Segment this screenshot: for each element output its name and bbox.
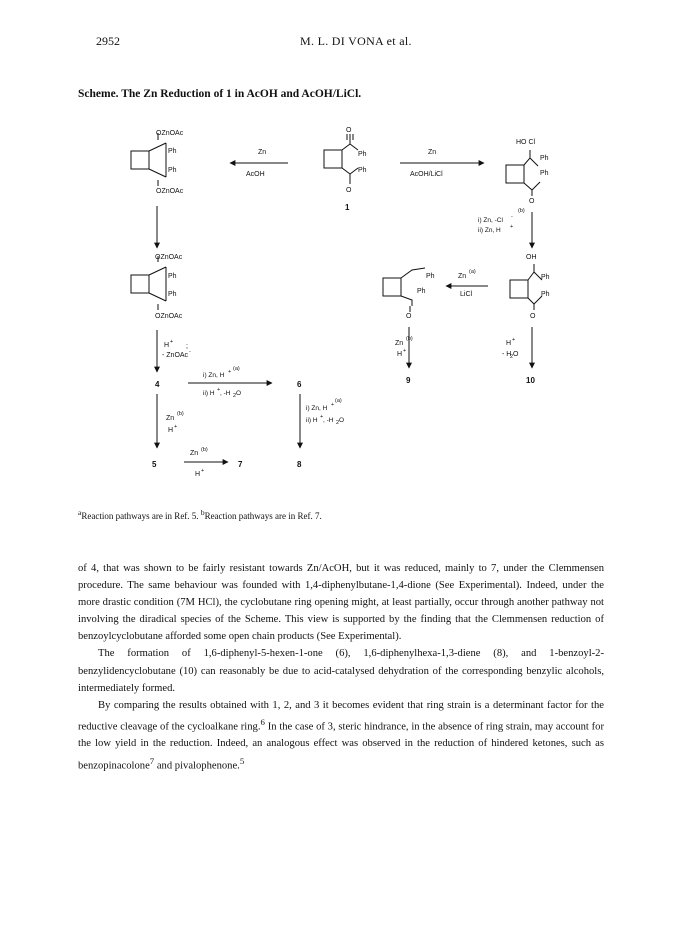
superscript-plus: + xyxy=(320,414,324,420)
label-o: O xyxy=(530,313,536,320)
reagent-h-plus: H xyxy=(168,427,174,434)
superscript-plus: + xyxy=(403,348,407,354)
reagent-zn: Zn xyxy=(428,149,437,156)
superscript-b: (b) xyxy=(177,411,184,417)
label-ph: Ph xyxy=(540,170,549,177)
paragraph xyxy=(78,697,604,774)
compound-number-5: 5 xyxy=(152,460,157,469)
superscript-plus: + xyxy=(510,224,514,230)
label-o: O xyxy=(406,313,412,320)
reagent-licl: LiCl xyxy=(460,291,473,298)
reagent-minus-h2o-tail: O xyxy=(513,351,519,358)
footnote-b-text: Reaction pathways are in Ref. 7. xyxy=(204,511,322,521)
structure-diradical xyxy=(131,133,166,186)
label-oznoac-top: OZnOAc xyxy=(156,130,184,137)
label-o: O xyxy=(346,127,352,134)
structure-chlorohydrin xyxy=(506,150,540,196)
compound-number-7: 7 xyxy=(238,460,243,469)
reference-mark: 5 xyxy=(239,755,245,766)
page-number: 2952 xyxy=(96,34,120,48)
superscript-plus: + xyxy=(331,402,335,408)
reagent-ii-h-h2o-tail: , -H xyxy=(323,417,334,424)
reagent-zn: Zn xyxy=(258,149,267,156)
superscript-b: (b) xyxy=(518,208,525,214)
reference-mark: 6 xyxy=(260,716,265,727)
superscript-b: (b) xyxy=(406,336,413,342)
label-oznoac-bottom: OZnOAc xyxy=(156,188,184,195)
reagent-i-zn-h: i) Zn, H xyxy=(203,372,225,379)
footnote-a-mark: a xyxy=(78,508,82,517)
reagent-ii-h-h2o: ii) H xyxy=(306,417,318,424)
reagent-h-plus: H xyxy=(195,471,201,478)
superscript-a: (a) xyxy=(335,398,342,404)
label-oznoac: OZnOAc xyxy=(155,254,183,261)
reagent-h-plus: H xyxy=(397,351,403,358)
label-ph: Ph xyxy=(358,151,367,158)
reagent-ii-h-h2o-o: O xyxy=(339,417,345,424)
reagent-step-i: i) Zn, -Cl xyxy=(478,217,503,224)
compound-number-10: 10 xyxy=(526,376,535,385)
scheme-footnote xyxy=(78,508,322,521)
paragraph-text: In the case of 3, steric hindrance, in the absence of ring strain, may account for the low yield in the reduction. Indeed, an analogous effect was observed in the reduction of hindered ketones, such as benzopinacolone xyxy=(78,721,604,772)
label-ph: Ph xyxy=(358,167,367,174)
structure-hydroxyketone xyxy=(510,264,542,310)
reagent-zn: Zn xyxy=(458,273,467,280)
label-ph: Ph xyxy=(168,273,177,280)
compound-number-1: 1 xyxy=(345,203,350,212)
superscript-plus: + xyxy=(170,339,174,345)
reagent-zn: Zn xyxy=(166,415,175,422)
reference-mark: 7 xyxy=(149,755,155,766)
reagent-h-plus: H xyxy=(164,342,170,349)
label-oznoac: OZnOAc xyxy=(155,313,183,320)
structure-zinc-enolate-diene xyxy=(131,256,166,310)
paragraph-text: and pivalophenone. xyxy=(154,760,240,772)
reagent-ii-h-h2o: ii) H xyxy=(203,390,215,397)
subscript-2: 2 xyxy=(336,420,340,426)
label-ph: Ph xyxy=(426,273,435,280)
subscript-2: 2 xyxy=(510,354,514,360)
structure-compound-1 xyxy=(324,134,358,184)
superscript-plus: + xyxy=(201,468,205,474)
superscript-b: (b) xyxy=(201,447,208,453)
running-header-author: M. L. DI VONA et al. xyxy=(300,34,412,48)
superscript-minus: - xyxy=(511,214,513,220)
superscript-plus: + xyxy=(217,387,221,393)
reagent-zn: Zn xyxy=(190,450,199,457)
footnote-b-mark: b xyxy=(200,508,205,517)
compound-number-8: 8 xyxy=(297,460,302,469)
paragraph: The formation of 1,6-diphenyl-5-hexen-1-one (6), 1,6-diphenylhexa-1,3-diene (8), and 1-benzoyl-2-benzylidencyclobutane (10) can reasonably be due to acid-catalysed dehydration of the corresponding benzylic alcohols, intermediately formed. xyxy=(78,648,604,694)
superscript-plus: + xyxy=(512,337,516,343)
reagent-h-plus: H xyxy=(506,340,512,347)
reagent-step-ii: ii) Zn, H xyxy=(478,227,501,234)
superscript-plus: + xyxy=(228,369,232,375)
reagent-minus-h2o: - H xyxy=(502,351,512,358)
reagent-i-zn-h: i) Zn, H xyxy=(306,405,328,412)
paragraph: of 4, that was shown to be fairly resistant towards Zn/AcOH, but it was reduced, mainly to 7, under the Clemmensen procedure. The same behaviour was founded with 1,4-diphenylbutane-1,4-dione (See Experimental). Indeed, under the more drastic condition (7M HCl), the cyclobutane ring opening might, at least partially, occur through another pathway not involving the diradical species of the Scheme. This view is supported by the finding that the Clemmensen reduction of benzoylcyclobutane afforded some open chain products (See Experimental). xyxy=(78,563,604,643)
label-ph: Ph xyxy=(541,274,550,281)
label-ph: Ph xyxy=(540,155,549,162)
subscript-2: 2 xyxy=(233,393,237,399)
reagent-acoh-licl: AcOH/LiCl xyxy=(410,171,443,178)
article-body xyxy=(78,560,604,774)
reagent-acoh: AcOH xyxy=(246,171,265,178)
label-ph: Ph xyxy=(541,291,550,298)
reagent-ii-h-h2o-o: O xyxy=(236,390,242,397)
superscript-plus: + xyxy=(174,424,178,430)
label-ph: Ph xyxy=(417,288,426,295)
reagent-ii-h-h2o-tail: , -H xyxy=(220,390,231,397)
paragraph-text: By comparing the results obtained with 1, 2, and 3 it becomes evident that ring strain is a determinant factor for the reductive cleavage of the cycloalkane ring. xyxy=(78,699,604,733)
superscript-a: (a) xyxy=(233,366,240,372)
label-ho-cl: HO Cl xyxy=(516,139,536,146)
superscript-minus: - xyxy=(189,349,191,355)
reagent-zn: Zn xyxy=(395,340,404,347)
scheme-title: Scheme. The Zn Reduction of 1 in AcOH and AcOH/LiCl. xyxy=(78,88,362,100)
reagent-minus-znoac: - ZnOAc xyxy=(162,352,189,359)
label-ph: Ph xyxy=(168,167,177,174)
compound-number-4: 4 xyxy=(155,380,160,389)
label-o: O xyxy=(346,187,352,194)
label-ph: Ph xyxy=(168,291,177,298)
label-oh: OH xyxy=(526,254,537,261)
compound-number-9: 9 xyxy=(406,376,411,385)
label-ph: Ph xyxy=(168,148,177,155)
label-o: O xyxy=(529,198,535,205)
footnote-a-text: Reaction pathways are in Ref. 5. xyxy=(81,511,199,521)
compound-number-6: 6 xyxy=(297,380,302,389)
superscript-a: (a) xyxy=(469,269,476,275)
semicolon-mark: ; xyxy=(186,343,188,350)
